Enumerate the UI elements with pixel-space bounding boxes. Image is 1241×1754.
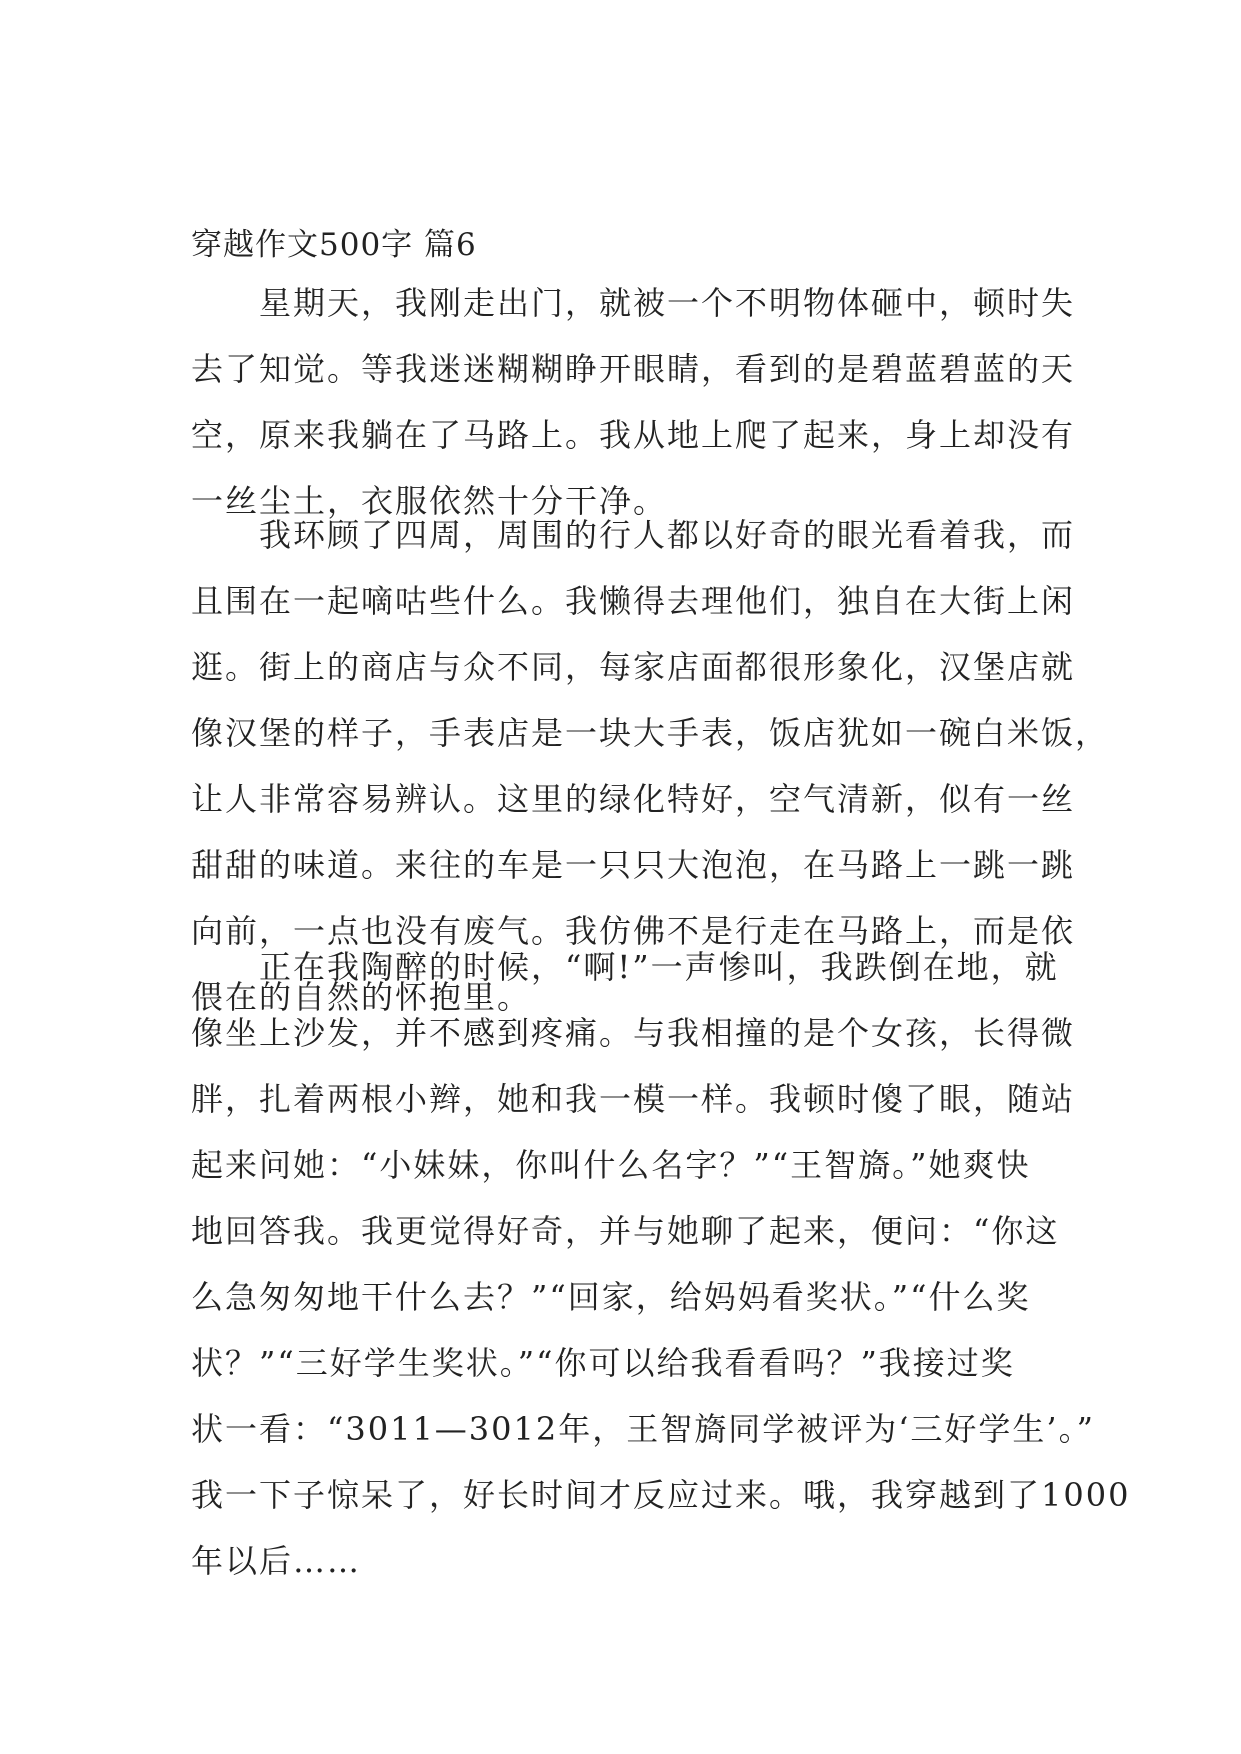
- essay-title: 穿越作文500字 篇6: [191, 227, 477, 263]
- text-line: 正在我陶醉的时候，“啊!”一声惨叫，我跌倒在地，就: [191, 948, 1059, 986]
- text-line: 么急匆匆地干什么去？”“回家，给妈妈看奖状。”“什么奖: [191, 1278, 1031, 1316]
- text-line: 星期天，我刚走出门，就被一个不明物体砸中，顿时失: [191, 284, 1076, 322]
- paragraph-3: [191, 934, 1131, 1594]
- text-line: 起来问她：“小妹妹，你叫什么名字？”“王智旖。”她爽快: [191, 1146, 1031, 1184]
- text-line: 空，原来我躺在了马路上。我从地上爬了起来，身上却没有: [191, 416, 1076, 454]
- text-line: 逛。街上的商店与众不同，每家店面都很形象化，汉堡店就: [191, 648, 1076, 686]
- text-line: 一丝尘土，衣服依然十分干净。: [191, 482, 668, 520]
- text-line: 去了知觉。等我迷迷糊糊睁开眼睛，看到的是碧蓝碧蓝的天: [191, 350, 1076, 388]
- text-line: 我一下子惊呆了，好长时间才反应过来。哦，我穿越到了1000: [191, 1476, 1131, 1514]
- paragraph-1: [191, 270, 1076, 534]
- text-line: 向前，一点也没有废气。我仿佛不是行走在马路上，而是依: [191, 912, 1076, 950]
- text-line: 我环顾了四周，周围的行人都以好奇的眼光看着我，而: [191, 516, 1076, 554]
- text-line: 状一看：“3011—3012年，王智旖同学被评为‘三好学生’。”: [191, 1410, 1095, 1448]
- text-line: 年以后……: [191, 1542, 362, 1580]
- text-line: 偎在的自然的怀抱里。: [191, 978, 532, 1016]
- text-line: 让人非常容易辨认。这里的绿化特好，空气清新，似有一丝: [191, 780, 1076, 818]
- text-line: 像坐上沙发，并不感到疼痛。与我相撞的是个女孩，长得微: [191, 1014, 1076, 1052]
- text-line: 且围在一起嘀咕些什么。我懒得去理他们，独自在大街上闲: [191, 582, 1076, 620]
- text-line: 像汉堡的样子，手表店是一块大手表，饭店犹如一碗白米饭，: [191, 714, 1110, 752]
- text-line: 状？”“三好学生奖状。”“你可以给我看看吗？”我接过奖: [191, 1344, 1015, 1382]
- text-line: 地回答我。我更觉得好奇，并与她聊了起来，便问：“你这: [191, 1212, 1060, 1250]
- text-line: 甜甜的味道。来往的车是一只只大泡泡，在马路上一跳一跳: [191, 846, 1076, 884]
- text-line: 胖，扎着两根小辫，她和我一模一样。我顿时傻了眼，随站: [191, 1080, 1076, 1118]
